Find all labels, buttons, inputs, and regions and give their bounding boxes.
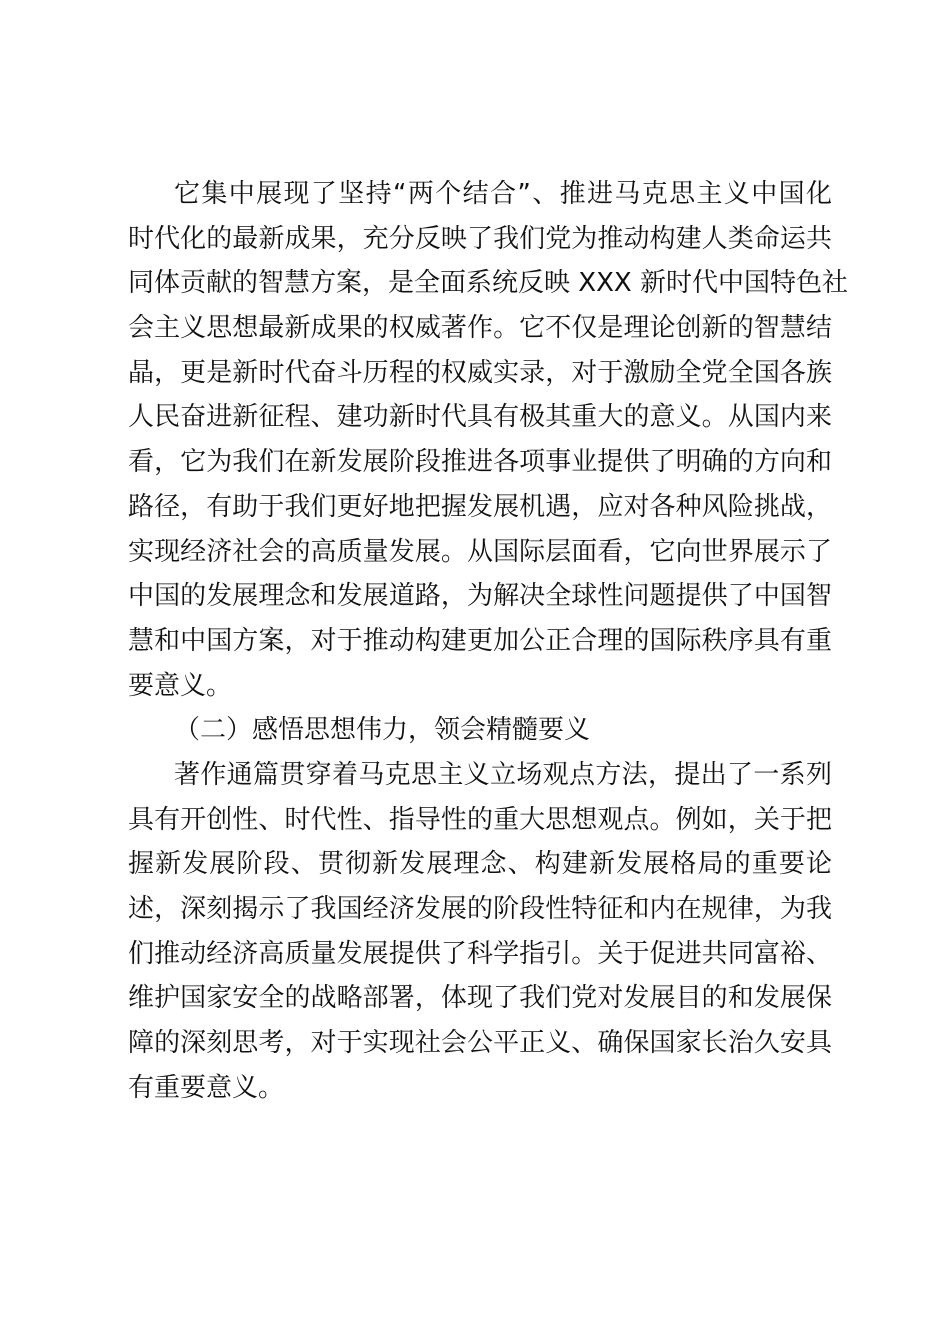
paragraph-2-line-2: 具有开创性、时代性、指导性的重大思想观点。例如，关于把 bbox=[128, 804, 832, 835]
paragraph-1-line-12: 要意义。 bbox=[128, 670, 233, 701]
paragraph-1-line-8: 路径，有助于我们更好地把握发展机遇，应对各种风险挑战， bbox=[128, 491, 832, 522]
paragraph-1-line-5: 晶，更是新时代奋斗历程的权威实录，对于激励全党全国各族 bbox=[128, 357, 832, 388]
document-body bbox=[128, 172, 848, 1110]
paragraph-1-line-7: 看，它为我们在新发展阶段推进各项事业提供了明确的方向和 bbox=[128, 447, 832, 478]
paragraph-2-line-1: 著作通篇贯穿着马克思主义立场观点方法，提出了一系列 bbox=[174, 759, 832, 790]
paragraph-1-line-9: 实现经济社会的高质量发展。从国际层面看，它向世界展示了 bbox=[128, 536, 832, 567]
paragraph-2-line-7: 障的深刻思考，对于实现社会公平正义、确保国家长治久安具 bbox=[128, 1028, 832, 1059]
paragraph-1-line-2: 时代化的最新成果，充分反映了我们党为推动构建人类命运共 bbox=[128, 223, 832, 254]
paragraph-2-line-4: 述，深刻揭示了我国经济发展的阶段性特征和内在规律，为我 bbox=[128, 894, 832, 924]
paragraph-1-line-1: 它集中展现了坚持“两个结合”、推进马克思主义中国化 bbox=[174, 179, 832, 209]
section-heading: （二）感悟思想伟力，领会精髓要义 bbox=[174, 715, 591, 746]
paragraph-1-line-3: 同体贡献的智慧方案，是全面系统反映 XXX 新时代中国特色社 bbox=[128, 268, 848, 299]
paragraph-1-line-11: 慧和中国方案，对于推动构建更加公正合理的国际秩序具有重 bbox=[128, 625, 832, 656]
paragraph-2-line-6: 维护国家安全的战略部署，体现了我们党对发展目的和发展保 bbox=[128, 983, 832, 1014]
paragraph-2-line-5: 们推动经济高质量发展提供了科学指引。关于促进共同富裕、 bbox=[128, 938, 832, 969]
paragraph-2-line-8: 有重要意义。 bbox=[128, 1072, 285, 1103]
paragraph-1-line-10: 中国的发展理念和发展道路，为解决全球性问题提供了中国智 bbox=[128, 581, 832, 612]
paragraph-2-line-3: 握新发展阶段、贯彻新发展理念、构建新发展格局的重要论 bbox=[128, 849, 832, 880]
paragraph-1-line-6: 人民奋进新征程、建功新时代具有极其重大的意义。从国内来 bbox=[128, 402, 832, 433]
paragraph-1-line-4: 会主义思想最新成果的权威著作。它不仅是理论创新的智慧结 bbox=[128, 313, 832, 344]
